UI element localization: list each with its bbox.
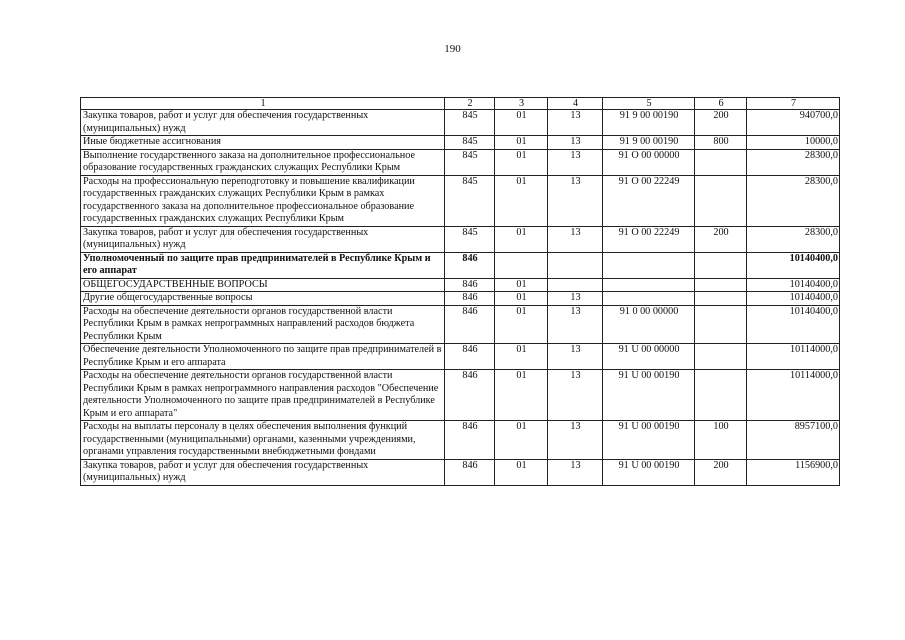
row-name-cell: Выполнение государственного заказа на дополнительное профессиональное образование государственных гражданских служащих Республики Крым (81, 149, 445, 175)
amount-cell: 10140400,0 (747, 278, 840, 292)
expense-type-cell: 200 (695, 110, 747, 136)
subsection-code-cell: 13 (548, 175, 603, 226)
subsection-code-cell: 13 (548, 421, 603, 460)
section-code-cell: 01 (495, 175, 548, 226)
table-row (81, 292, 840, 306)
expense-type-cell (695, 278, 747, 292)
section-code-cell (495, 252, 548, 278)
target-article-cell: 91 U 00 00190 (603, 459, 695, 485)
page-number: 190 (444, 43, 461, 55)
ministry-code-cell: 846 (445, 459, 495, 485)
target-article-cell: 91 U 00 00190 (603, 370, 695, 421)
expense-type-cell: 100 (695, 421, 747, 460)
expense-type-cell (695, 292, 747, 306)
section-code-cell: 01 (495, 421, 548, 460)
table-row (81, 278, 840, 292)
section-code-cell: 01 (495, 292, 548, 306)
table-row (81, 459, 840, 485)
table-row (81, 175, 840, 226)
target-article-cell: 91 О 00 00000 (603, 149, 695, 175)
ministry-code-cell: 845 (445, 175, 495, 226)
subsection-code-cell: 13 (548, 370, 603, 421)
section-code-cell: 01 (495, 278, 548, 292)
amount-cell: 8957100,0 (747, 421, 840, 460)
amount-cell: 10140400,0 (747, 292, 840, 306)
target-article-cell (603, 278, 695, 292)
table-row (81, 226, 840, 252)
expense-type-cell: 200 (695, 226, 747, 252)
subsection-code-cell: 13 (548, 226, 603, 252)
expense-type-cell (695, 370, 747, 421)
subsection-code-cell: 13 (548, 292, 603, 306)
subsection-code-cell: 13 (548, 110, 603, 136)
table-row (81, 370, 840, 421)
ministry-code-cell: 846 (445, 252, 495, 278)
target-article-cell (603, 292, 695, 306)
expense-type-cell (695, 305, 747, 344)
expense-type-cell: 200 (695, 459, 747, 485)
target-article-cell: 91 U 00 00000 (603, 344, 695, 370)
subsection-code-cell: 13 (548, 459, 603, 485)
ministry-code-cell: 846 (445, 278, 495, 292)
row-name-cell: Расходы на выплаты персоналу в целях обеспечения выполнения функций государственными (муниципальными) органами, казенными учреждениями, органами управления государственными внебюджетными фондами (81, 421, 445, 460)
amount-cell: 28300,0 (747, 226, 840, 252)
ministry-code-cell: 846 (445, 421, 495, 460)
row-name-cell: Закупка товаров, работ и услуг для обеспечения государственных (муниципальных) нужд (81, 110, 445, 136)
target-article-cell: 91 0 00 00000 (603, 305, 695, 344)
header-cell: 6 (695, 98, 747, 110)
ministry-code-cell: 845 (445, 136, 495, 150)
section-code-cell: 01 (495, 110, 548, 136)
ministry-code-cell: 846 (445, 292, 495, 306)
table-row (81, 136, 840, 150)
row-name-cell: Расходы на профессиональную переподготовку и повышение квалификации государственных гражданских служащих Республики Крым в рамках государственного заказа на дополнительное профессиональное образование государственных гражданских служащих Республики Крым (81, 175, 445, 226)
budget-table (80, 97, 840, 486)
table-row (81, 110, 840, 136)
table-body (81, 110, 840, 486)
header-cell: 7 (747, 98, 840, 110)
ministry-code-cell: 846 (445, 305, 495, 344)
subsection-code-cell (548, 252, 603, 278)
row-name-cell: ОБЩЕГОСУДАРСТВЕННЫЕ ВОПРОСЫ (81, 278, 445, 292)
header-cell: 5 (603, 98, 695, 110)
ministry-code-cell: 846 (445, 344, 495, 370)
row-name-cell: Расходы на обеспечение деятельности органов государственной власти Республики Крым в рамках непрограммного направления расходов "Обеспечение деятельности Уполномоченного по защите прав предпринимателей в Республике Крым и его аппарата" (81, 370, 445, 421)
amount-cell: 28300,0 (747, 175, 840, 226)
section-code-cell: 01 (495, 136, 548, 150)
target-article-cell: 91 9 00 00190 (603, 110, 695, 136)
row-name-cell: Закупка товаров, работ и услуг для обеспечения государственных (муниципальных) нужд (81, 226, 445, 252)
ministry-code-cell: 845 (445, 226, 495, 252)
target-article-cell (603, 252, 695, 278)
subsection-code-cell: 13 (548, 344, 603, 370)
header-cell: 4 (548, 98, 603, 110)
section-code-cell: 01 (495, 344, 548, 370)
subsection-code-cell: 13 (548, 305, 603, 344)
section-code-cell: 01 (495, 459, 548, 485)
section-code-cell: 01 (495, 370, 548, 421)
ministry-code-cell: 845 (445, 149, 495, 175)
subsection-code-cell: 13 (548, 136, 603, 150)
header-cell: 3 (495, 98, 548, 110)
amount-cell: 940700,0 (747, 110, 840, 136)
row-name-cell: Расходы на обеспечение деятельности органов государственной власти Республики Крым в рамках непрограммных направлений расходов бюджета Республики Крым (81, 305, 445, 344)
amount-cell: 10114000,0 (747, 370, 840, 421)
section-code-cell: 01 (495, 226, 548, 252)
subsection-code-cell (548, 278, 603, 292)
table-row (81, 149, 840, 175)
amount-cell: 10140400,0 (747, 305, 840, 344)
target-article-cell: 91 U 00 00190 (603, 421, 695, 460)
amount-cell: 10000,0 (747, 136, 840, 150)
target-article-cell: 91 О 00 22249 (603, 226, 695, 252)
section-code-cell: 01 (495, 305, 548, 344)
expense-type-cell (695, 252, 747, 278)
table-row (81, 305, 840, 344)
row-name-cell: Иные бюджетные ассигнования (81, 136, 445, 150)
expense-type-cell (695, 149, 747, 175)
header-cell: 1 (81, 98, 445, 110)
row-name-cell: Закупка товаров, работ и услуг для обеспечения государственных (муниципальных) нужд (81, 459, 445, 485)
table-row (81, 252, 840, 278)
expense-type-cell: 800 (695, 136, 747, 150)
amount-cell: 10114000,0 (747, 344, 840, 370)
amount-cell: 1156900,0 (747, 459, 840, 485)
table-row (81, 344, 840, 370)
table-row (81, 421, 840, 460)
row-name-cell: Уполномоченный по защите прав предпринимателей в Республике Крым и его аппарат (81, 252, 445, 278)
row-name-cell: Обеспечение деятельности Уполномоченного по защите прав предпринимателей в Республике Крым и его аппарата (81, 344, 445, 370)
header-row (81, 98, 840, 110)
ministry-code-cell: 845 (445, 110, 495, 136)
subsection-code-cell: 13 (548, 149, 603, 175)
amount-cell: 28300,0 (747, 149, 840, 175)
expense-type-cell (695, 344, 747, 370)
section-code-cell: 01 (495, 149, 548, 175)
header-cell: 2 (445, 98, 495, 110)
row-name-cell: Другие общегосударственные вопросы (81, 292, 445, 306)
target-article-cell: 91 9 00 00190 (603, 136, 695, 150)
ministry-code-cell: 846 (445, 370, 495, 421)
expense-type-cell (695, 175, 747, 226)
target-article-cell: 91 О 00 22249 (603, 175, 695, 226)
amount-cell: 10140400,0 (747, 252, 840, 278)
